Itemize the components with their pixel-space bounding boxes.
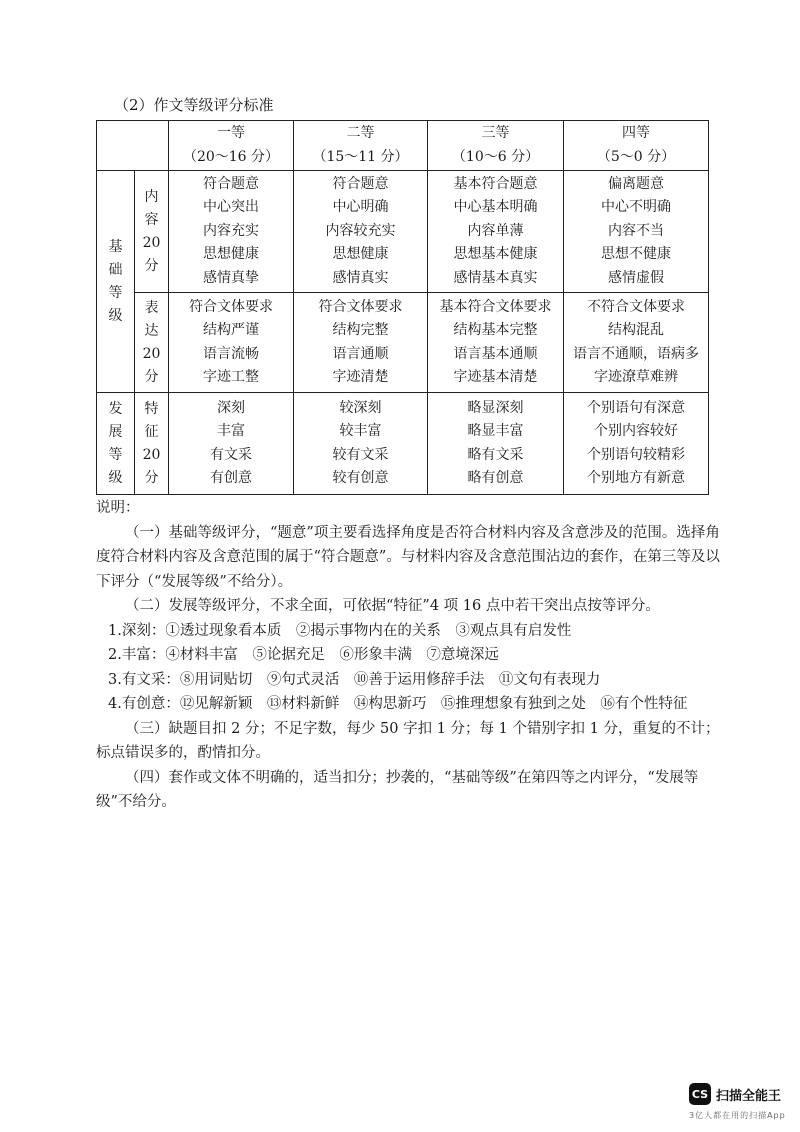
feature-cell: 个别语句有深意 个别内容较好 个别语句较精彩 个别地方有新意 [564,393,709,495]
camscanner-logo-icon: CS [689,1083,711,1105]
grade-name: 四等 [622,125,650,141]
feature-label: 特 征 20 分 [135,393,169,495]
scanner-watermark [689,1083,781,1105]
expression-cell: 符合文体要求 结构严谨 语言流畅 字迹工整 [169,293,294,393]
development-level-label: 发 展 等 级 [97,393,135,495]
content-cell: 基本符合题意 中心基本明确 内容单薄 思想基本健康 感情基本真实 [428,171,564,293]
expression-cell: 不符合文体要求 结构混乱 语言不通顺，语病多 字迹潦草难辨 [564,293,709,393]
grade-range: （10～6 分） [451,148,540,165]
note-paragraph: （四）套作或文体不明确的，适当扣分；抄袭的，“基础等级”在第四等之内评分，“发展等级”不给分。 [96,769,699,810]
content-cell: 符合题意 中心明确 内容较充实 思想健康 感情真实 [294,171,428,293]
page-title: （2）作文等级评分标准 [114,96,274,114]
note-paragraph: （二）发展等级评分，不求全面，可依据“特征”4 项 16 点中若干突出点按等评分。 [125,598,660,614]
notes-heading: 说明： [96,500,140,516]
grade-name: 一等 [217,125,245,141]
content-cell: 偏离题意 中心不明确 内容不当 思想不健康 感情虚假 [564,171,709,293]
expression-row [97,293,709,393]
expression-cell: 符合文体要求 结构完整 语言通顺 字迹清楚 [294,293,428,393]
expression-label: 表 达 20 分 [135,293,169,393]
note-list-item: 3.有文采：⑧用词贴切 ⑨句式灵活 ⑩善于运用修辞手法 ⑪文句有表现力 [108,671,601,688]
basic-level-label: 基 础 等 级 [97,171,135,393]
table-header-row [97,121,709,171]
grade-range: （20～16 分） [182,148,280,165]
note-paragraph: （三）缺题目扣 2 分；不足字数，每少 50 字扣 1 分；每 1 个错别字扣 1 分，重复的不计；标点错误多的，酌情扣分。 [96,720,720,761]
grade-header [564,121,709,171]
content-row [97,171,709,293]
content-cell: 符合题意 中心突出 内容充实 思想健康 感情真挚 [169,171,294,293]
feature-row [97,393,709,495]
feature-cell: 深刻 丰富 有文采 有创意 [169,393,294,495]
app-tagline: 3亿人都在用的扫描App [689,1111,786,1120]
app-name: 扫描全能王 [716,1088,782,1104]
grade-name: 三等 [481,125,510,141]
note-list-item: 4.有创意：⑫见解新颖 ⑬材料新鲜 ⑭构思新巧 ⑮推理想象有独到之处 ⑯有个性特征 [108,696,688,712]
grading-table [96,120,709,495]
grade-header [169,121,294,171]
grade-name: 二等 [346,125,375,141]
feature-cell: 略显深刻 略显丰富 略有文采 略有创意 [428,393,564,495]
expression-cell: 基本符合文体要求 结构基本完整 语言基本通顺 字迹基本清楚 [428,293,564,393]
content-label: 内 容 20 分 [135,171,169,293]
grade-header [428,121,564,171]
note-list-item: 2.丰富：④材料丰富 ⑤论据充足 ⑥形象丰满 ⑦意境深远 [108,647,499,663]
corner-cell [97,121,169,171]
grade-range: （15～11 分） [312,148,409,165]
grade-header [294,121,428,171]
grade-range: （5～0 分） [596,148,676,165]
notes-section [96,496,720,815]
note-list-item: 1.深刻：①透过现象看本质 ②揭示事物内在的关系 ③观点具有启发性 [108,622,572,639]
note-paragraph: （一）基础等级评分，“题意”项主要看选择角度是否符合材料内容及含意涉及的范围。选择角度符合材料内容及含意范围的属于“符合题意”。与材料内容及含意范围沾边的套作，在第三等及以下评分（“发展等级”不给分）。 [96,524,720,590]
feature-cell: 较深刻 较丰富 较有文采 较有创意 [294,393,428,495]
